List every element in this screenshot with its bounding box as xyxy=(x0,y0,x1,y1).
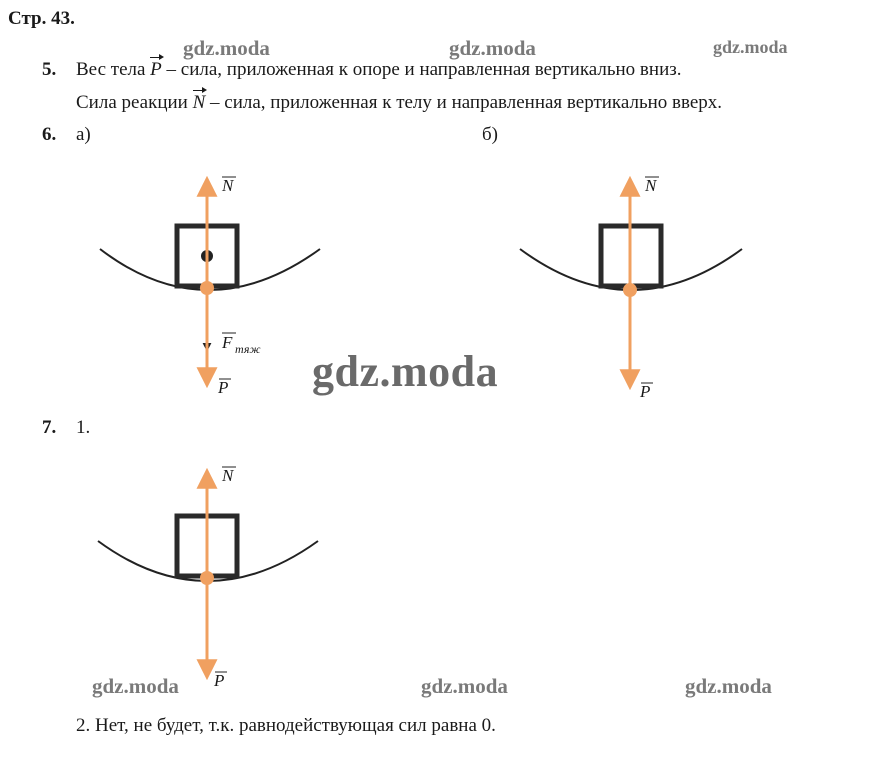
q5-line1-after: – сила, приложенная к опоре и направленная вертикально вниз. xyxy=(166,59,682,80)
page-header: Стр. 43. xyxy=(8,8,75,29)
q5-line2-before: Сила реакции xyxy=(76,92,188,113)
contact-point xyxy=(200,571,214,585)
label-n-7: N xyxy=(222,466,234,485)
q5-line1-before: Вес тела xyxy=(76,59,146,80)
weight-vector-symbol: P xyxy=(150,59,162,80)
q7-item1: 1. xyxy=(76,417,91,438)
watermark-bottom-2: gdz.moda xyxy=(421,674,508,698)
watermark-center: gdz.moda xyxy=(312,347,499,396)
label-p-6a: P xyxy=(218,378,229,397)
watermark-bottom-1: gdz.moda xyxy=(92,674,179,698)
label-p-7: P xyxy=(214,671,225,690)
q5-number: 5. xyxy=(42,59,57,80)
reaction-vector-symbol: N xyxy=(192,92,206,113)
q6-part-a-label: а) xyxy=(76,124,91,145)
q5-line2-after: – сила, приложенная к телу и направленная вертикально вверх. xyxy=(210,92,723,113)
watermark-top-1: gdz.moda xyxy=(183,36,270,60)
watermark-bottom-3: gdz.moda xyxy=(685,674,772,698)
label-f-6a: F xyxy=(222,333,233,352)
q6-part-b-label: б) xyxy=(482,124,498,145)
label-p-6b: P xyxy=(640,382,651,401)
label-n-6b: N xyxy=(645,176,657,195)
q7-number: 7. xyxy=(42,417,57,438)
label-n-6a: N xyxy=(222,176,234,195)
label-f-sub-6a: тяж xyxy=(235,342,261,356)
q7-item2: 2. Нет, не будет, т.к. равнодействующая сил равна 0. xyxy=(76,715,496,736)
q6-number: 6. xyxy=(42,124,57,145)
watermark-top-3: gdz.moda xyxy=(713,37,788,57)
watermark-top-2: gdz.moda xyxy=(449,36,536,60)
